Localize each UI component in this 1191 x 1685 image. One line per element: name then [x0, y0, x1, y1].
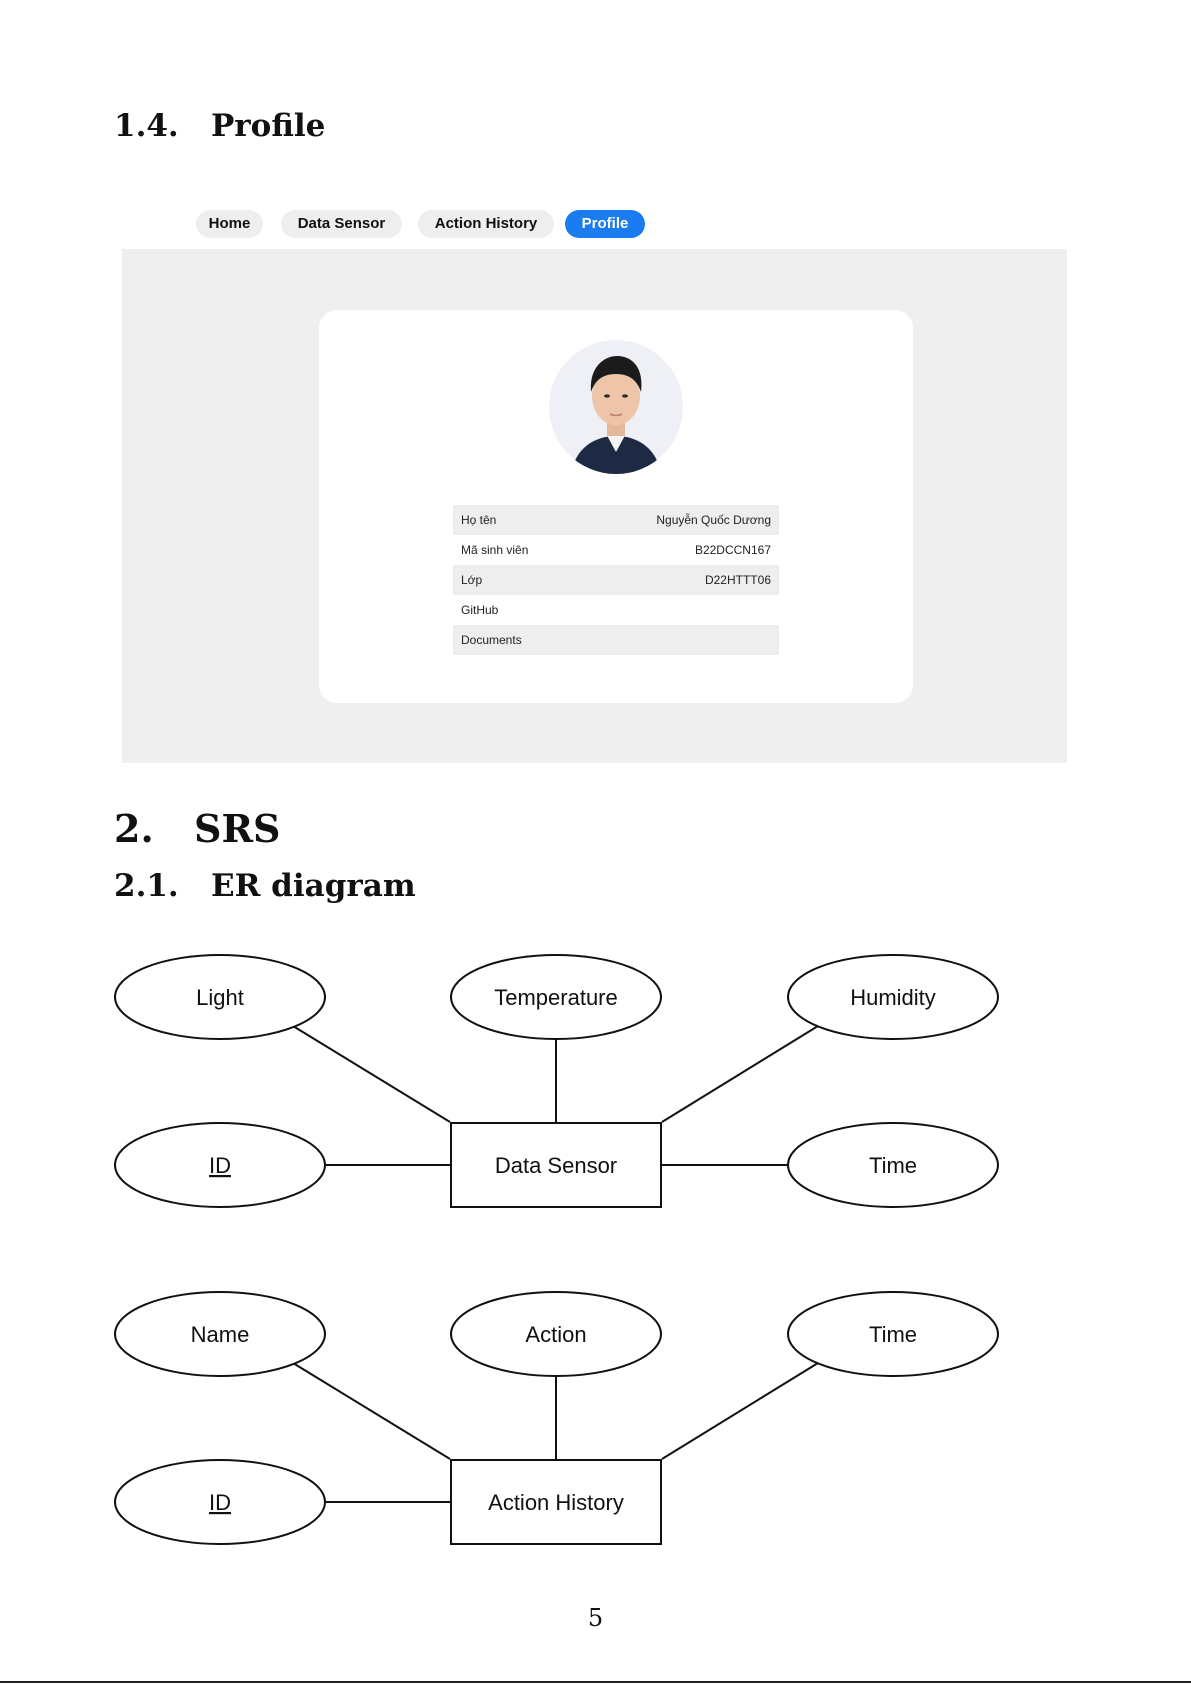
info-value: Nguyễn Quốc Dương: [656, 513, 771, 527]
attribute-label: Time: [868, 1322, 918, 1347]
attribute-label: Name: [190, 1322, 250, 1347]
entity-label: Action History: [488, 1490, 624, 1515]
entity-label: Data Sensor: [494, 1153, 618, 1178]
tab-action-history[interactable]: Action History: [418, 210, 554, 238]
info-label: GitHub: [461, 603, 499, 617]
info-label: Lớp: [461, 573, 483, 587]
attribute-label: Light: [196, 985, 244, 1010]
section-number: 1.4.: [114, 108, 179, 144]
section-title: ER diagram: [211, 868, 416, 904]
attribute-label: Action: [525, 1322, 587, 1347]
section-title: Profile: [211, 108, 326, 144]
info-label: Họ tên: [461, 513, 497, 527]
attribute-key-label: ID: [209, 1153, 231, 1178]
info-label: Documents: [461, 633, 522, 647]
info-value: D22HTTT06: [704, 573, 771, 587]
section-number: 2.1.: [114, 868, 179, 904]
page-number: 5: [587, 1604, 604, 1632]
info-value: B22DCCN167: [694, 543, 771, 557]
section-number: 2.: [114, 806, 154, 851]
tab-data-sensor[interactable]: Data Sensor: [281, 210, 402, 238]
tab-profile[interactable]: Profile: [565, 210, 645, 238]
info-label: Mã sinh viên: [461, 543, 529, 557]
attribute-key-label: ID: [209, 1490, 231, 1515]
footer-rule: [0, 1681, 1191, 1683]
tab-home[interactable]: Home: [196, 210, 263, 238]
section-title: SRS: [194, 806, 281, 851]
attribute-label: Time: [868, 1153, 918, 1178]
attribute-label: Temperature: [494, 985, 618, 1010]
attribute-label: Humidity: [850, 985, 936, 1010]
